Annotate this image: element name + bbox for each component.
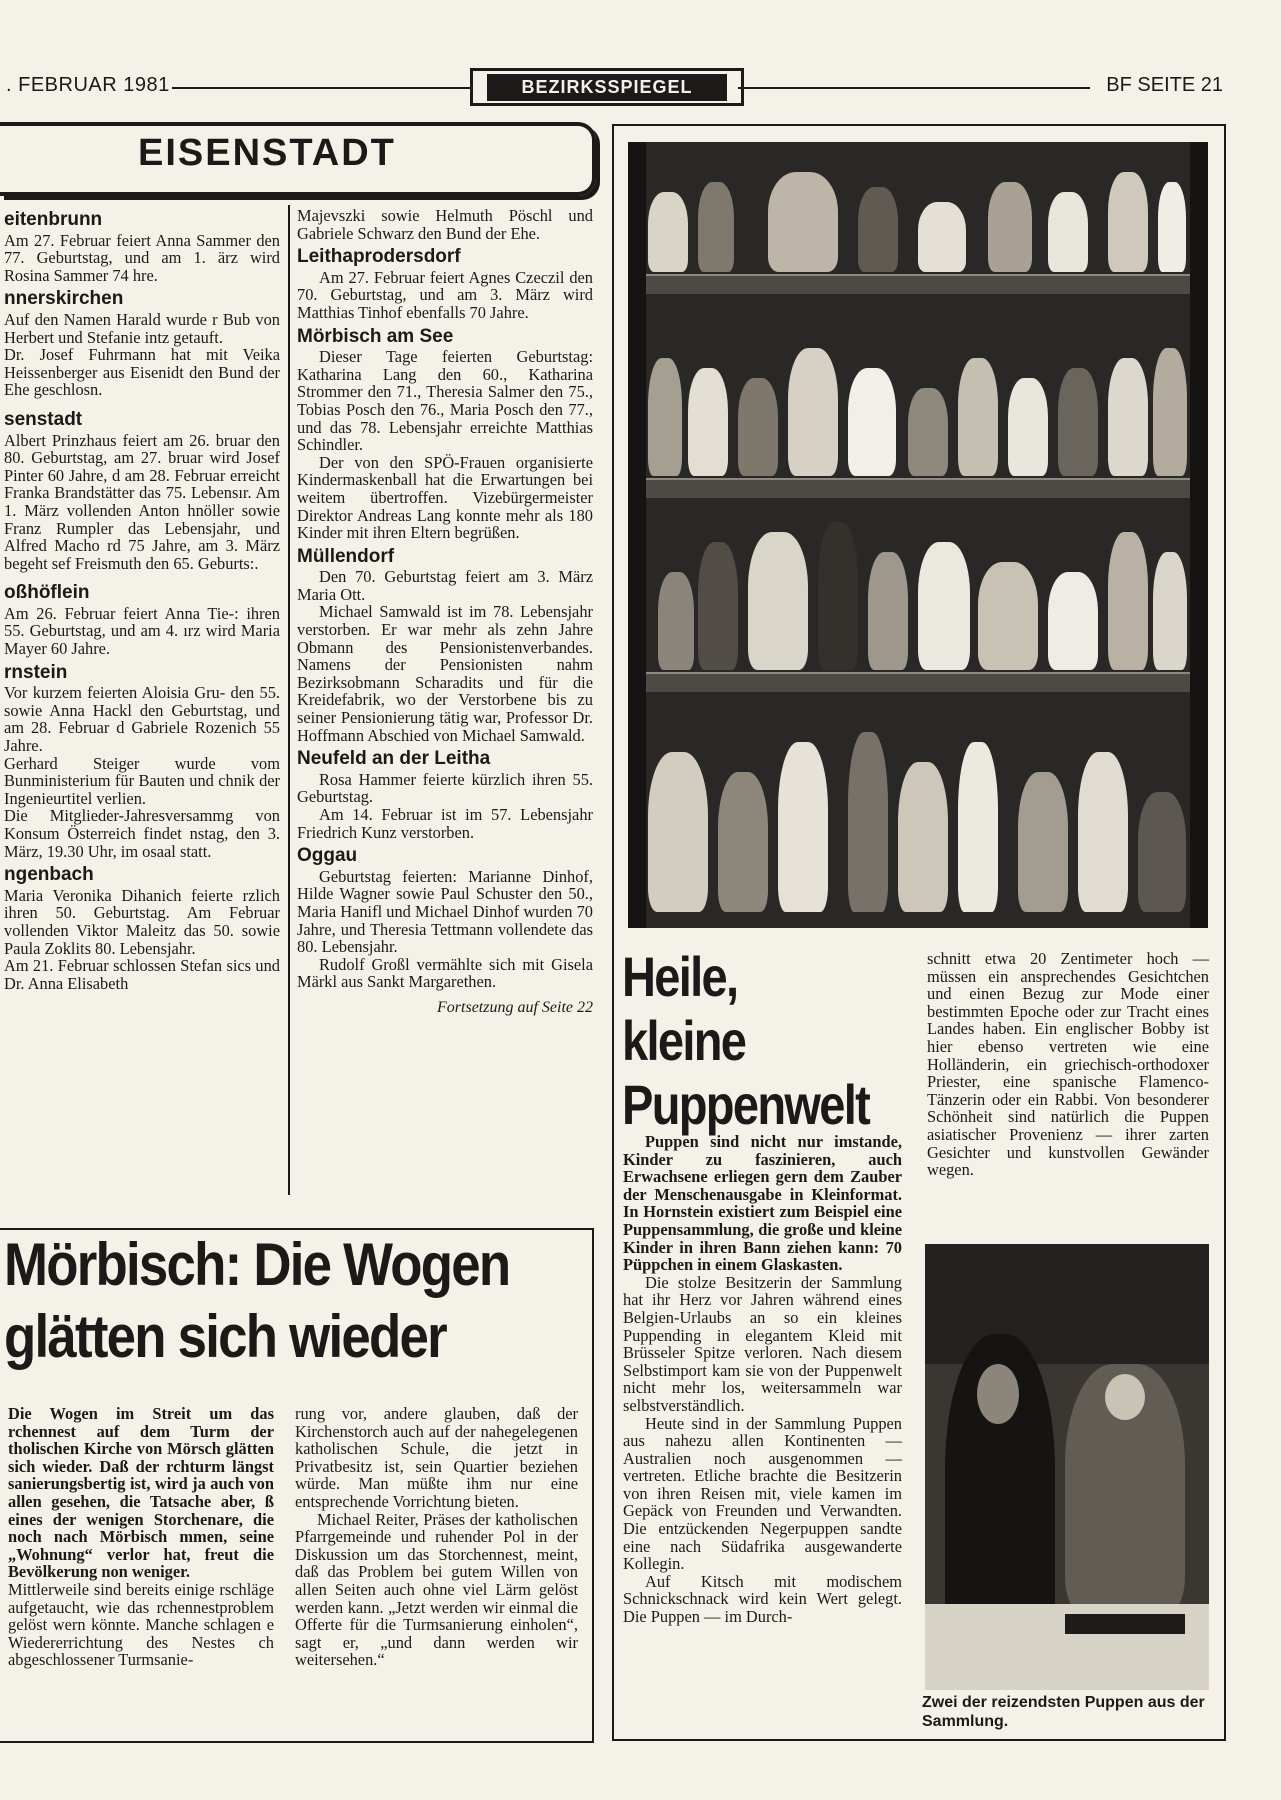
doll [768,172,838,272]
town-heading: nnerskirchen [4,288,124,310]
doll [1108,172,1148,272]
puppen-headline-line-3: Puppenwelt [622,1073,870,1136]
doll [1018,772,1068,912]
town-heading: Leithaprodersdorf [297,246,461,268]
doll [1078,752,1128,912]
shelf [628,478,1202,498]
doll [858,187,898,272]
storch-paragraph: Michael Reiter, Präses der katholischen Pfarrgemeinde und ruhender Pol in der Diskussion um das Storchennest, meint, daß das Problem bei gutem Willen von allen Seiten auch ohne viel Lärm gelöst werden kann. „Jetzt werden wir einmal die Offerte für die Turmsanierung einholen“, sagt er, „und dann werden wir weitersehen.“ [295,1509,578,1670]
doll [698,182,734,272]
doll [688,368,728,476]
town-heading: rnstein [4,661,68,683]
puppen-paragraph: Auf Kitsch mit modischem Schnickschnack wird kein Wert gelegt. Die Puppen — im Durch- [623,1571,902,1627]
doll [908,388,948,476]
news-item: Geburtstag feierten: Marianne Dinhof, Hilde Wagner sowie Paul Schuster den 50., Maria Hanifl und Michael Dinhof wurden 70 Jahre, und Theresia Tettmann vollendete das 80. Lebensjahr. [297,866,593,957]
doll [658,572,694,670]
puppen-paragraph: Heute sind in der Sammlung Puppen aus nahezu allen Kontinenten — Australien noch ausgenommen — vertreten. Etliche brachte die Besitzerin von ihren Reisen mit, viele kamen im Gepäck von Freunden und Verwandten. Die entzückenden Negerpuppen sandte eine nach Südafrika ausgewanderte Kollegin. [623,1413,902,1574]
town-heading: eitenbrunn [4,209,103,230]
header-rule-right [738,87,1090,89]
cabinet-frame-left [628,142,646,928]
doll [1048,192,1088,272]
photo-backdrop [925,1244,1209,1364]
page-number: BF SEITE 21 [1106,74,1223,96]
storch-paragraph: rung vor, andere glauben, daß der Kirchenstorch auch auf der nahegelegenen katholischen Schule, die jetzt in Privatbesitz ist, sein Quartier beziehen würde. Man müßte ihm nur eine entsprechende Vorrichtung bieten. [295,1404,578,1511]
section-badge [470,68,744,106]
shelf [628,274,1202,294]
town-heading: Mörbisch am See [297,325,454,347]
storch-paragraph: Mittlerweile sind bereits einige rschläge aufgetaucht, wie das rchennestproblem gelöst wern könnte. Manche schlagen e Wiedererrichtung des Nestes ch abgeschlossener Turmsanie- [8,1579,274,1670]
doll [978,562,1038,670]
puppen-headline-line-1: Heile, [622,945,738,1008]
doll [918,202,966,272]
news-item: Am 26. Februar feiert Anna Tie-: ihren 55. Geburtstag, und am 4. ırz wird Maria Mayer 60 Jahre. [4,603,280,659]
news-item: Am 27. Februar feiert Agnes Czeczil den 70. Geburtstag, und am 3. März wird Matthias Tinhof ebenfalls 70 Jahre. [297,267,593,322]
news-item: Majevszki sowie Helmuth Pöschl und Gabriele Schwarz den Bund der Ehe. [297,206,593,243]
news-item: Der von den SPÖ-Frauen organisierte Kindermaskenball hat die Erwartungen bei weitem übertroffen. Vizebürgermeister Direktor Andreas Lang konnte mehr als 180 Kinder mit ihren Eltern begrüßen. [297,452,593,543]
doll [1108,532,1148,670]
doll [648,192,688,272]
doll [748,532,808,670]
news-item: Rudolf Großl vermählte sich mit Gisela Märkl aus Sankt Margarethen. [297,954,593,992]
town-heading: Oggau [297,845,358,867]
news-column-1 [4,205,280,992]
puppen-column-2 [927,950,1209,1179]
column-divider [288,205,290,1195]
news-item: Michael Samwald ist im 78. Lebensjahr verstorben. Er war mehr als zehn Jahre Obmann des Pensionistenverbandes. Namens der Pensionisten nahm Bezirksobmann Scharadits und für die Kreidefabrik, wo der Verstorbene bis zu seiner Pensionierung tätig war, Professor Dr. Hoffmann Abschied von Michael Samwald. [297,602,593,745]
doll [848,732,888,912]
storch-column-2 [295,1405,578,1669]
doll [1153,348,1187,476]
doll [718,772,768,912]
doll [898,762,948,912]
doll [1058,368,1098,476]
asian-doll-face [1105,1374,1145,1420]
news-item: Maria Veronika Dihanich feierte rzlich ihren 50. Geburtstag. Am Februar vollenden Viktor Maleitz das 50. sowie Paula Zoklits 80. Lebensjahr. [4,885,280,958]
news-column-2 [297,207,593,1017]
shelf [628,672,1202,692]
doll [1048,572,1098,670]
puppen-lead: Puppen sind nicht nur imstande, Kinder zu faszinieren, auch Erwachsene erliegen gern dem Zauber der Menschenausgabe in Kleinformat. In Hornstein existiert zum Beispiel eine Puppensammlung, die große und kleine Kinder in ihren Bann ziehen kann: 70 Püppchen in einem Glaskasten. [623,1132,902,1275]
doll [848,368,896,476]
section-title: BEZIRKSSPIEGEL [487,74,726,101]
two-dolls-photo [925,1244,1209,1690]
storch-column-1 [8,1405,274,1669]
continuation-note: Fortsetzung auf Seite 22 [437,998,593,1016]
region-title: EISENSTADT [138,132,396,174]
storch-headline-line-1: Mörbisch: Die Wogen [4,1231,510,1298]
doll-row-4 [648,712,1188,912]
news-item: Dr. Josef Fuhrmann hat mit Veika Heissenberger aus Eisenidt den Bund der Ehe geschlosn. [4,345,280,400]
town-heading: Neufeld an der Leitha [297,748,491,770]
doll [778,742,828,912]
news-item: Vor kurzem feierten Aloisia Gru- den 55. sowie Anna Hackl den Geburtstag, und am 28. Februar d Gabriele Rozenich 55 Jahre. [4,683,280,756]
town-heading: ngenbach [4,864,94,886]
doll-row-1 [648,162,1188,272]
doll [1138,792,1186,912]
doll [738,378,778,476]
news-item: Am 14. Februar ist im 57. Lebensjahr Friedrich Kunz verstorben. [297,805,593,842]
puppen-paragraph: schnitt etwa 20 Zentimeter hoch — müssen ein ansprechendes Gesichtchen und einen Bezug zur Mode einer bestimmten Epoche oder zur Tracht eines Landes haben. Ein englischer Bobby ist hier ebenso vertreten wie eine Holländerin, ein griechisch-orthodoxer Priester, eine spanische Flamenco-Tänzerin oder ein Rabbi. Von besonderer Schönheit sind natürlich die Puppen asiatischer Provenienz — ihrer zarten Gesichter und kunstvollen Gewänder wegen. [927,949,1209,1180]
photo-caption: Zwei der reizendsten Puppen aus der Sammlung. [922,1694,1205,1730]
doll [958,358,998,476]
doll [988,182,1032,272]
doll [918,542,970,670]
doll-cabinet-photo [628,142,1208,928]
doll [1008,378,1048,476]
town-heading: oßhöflein [4,582,90,604]
storch-headline-line-2: glätten sich wieder [4,1303,446,1370]
priest-doll-face [977,1364,1019,1424]
doll-row-3 [648,512,1188,670]
doll [788,348,838,476]
doll [818,522,858,670]
news-item: Rosa Hammer feierte kürzlich ihren 55. Geburtstag. [297,769,593,807]
town-heading: Müllendorf [297,545,395,567]
news-item: Gerhard Steiger wurde vom Bunministerium für Bauten und chnik der Ingenieurtitel verlien. [4,753,280,808]
puppen-column-1 [623,1133,902,1626]
puppen-headline-line-2: kleine [622,1009,746,1072]
news-item: Auf den Namen Harald wurde r Bub von Herbert und Stefanie intz getauft. [4,309,280,347]
puppen-paragraph: Die stolze Besitzerin der Sammlung hat ihr Herz vor Jahren während eines Belgien-Urlaubs an so ein kleines Puppending in elegantem Kleid mit Brüsseler Spitze verloren. Nach diesem Selbstimport kam sie von der Puppenwelt nicht mehr los, weitersammeln war selbstverständlich. [623,1272,902,1415]
storch-lead: Die Wogen im Streit um das rchennest auf dem Turm der tholischen Kirche von Mörsch glätten sich wieder. Daß der rchturm längst sanierungsbertig ist, wird ja auch von allen gesehen, die Tatsache aber, ß eines der wenigen Storchenare, die noch nach Mörbisch mmen, seine „Wohnung“ verlor hat, freut die Bevölkerung non weniger. [8,1404,274,1582]
doll-stand [1065,1614,1185,1634]
news-item: Dieser Tage feierten Geburtstag: Katharina Lang den 60., Katharina Strommer den 71., Theresia Salmer den 75., Tobias Posch den 76., Maria Posch den 77., und das 78. Lebensjahr erreichte Matthias Schindler. [297,347,593,455]
doll [1158,182,1186,272]
doll [698,542,738,670]
news-item: Albert Prinzhaus feiert am 26. bruar den 80. Geburtstag, am 27. bruar wird Josef Pinter 60 Jahre, d am 28. Februar erreicht Franka Brandstätter das 75. Lebensır. Am 1. März vollenden Anton hnöller sowie Franz Rumpler das Lebensjahr, und Alfred Macho rd 75 Jahre, am 3. März begeht sef Freismuth den 65. Geburts:. [4,430,280,573]
cabinet-frame-right [1190,142,1208,928]
news-item: Am 21. Februar schlossen Stefan sics und Dr. Anna Elisabeth [4,956,280,993]
town-heading: senstadt [4,408,83,430]
doll [648,752,708,912]
doll [958,742,998,912]
news-item: Den 70. Geburtstag feiert am 3. März Maria Ott. [297,567,593,604]
doll [1153,552,1187,670]
issue-date: . FEBRUAR 1981 [6,74,170,96]
news-item: Die Mitglieder-Jahresversammg von Konsum Österreich findet nstag, den 3. März, 19.30 Uhr, im osaal statt. [4,806,280,861]
doll [648,358,682,476]
doll-row-2 [648,318,1188,476]
news-item: Am 27. Februar feiert Anna Sammer den 77. Geburtstag, und am 1. ärz wird Rosina Sammer 74 hre. [4,230,280,285]
doll [1108,358,1148,476]
doll [868,552,908,670]
header-rule-left [172,87,470,89]
